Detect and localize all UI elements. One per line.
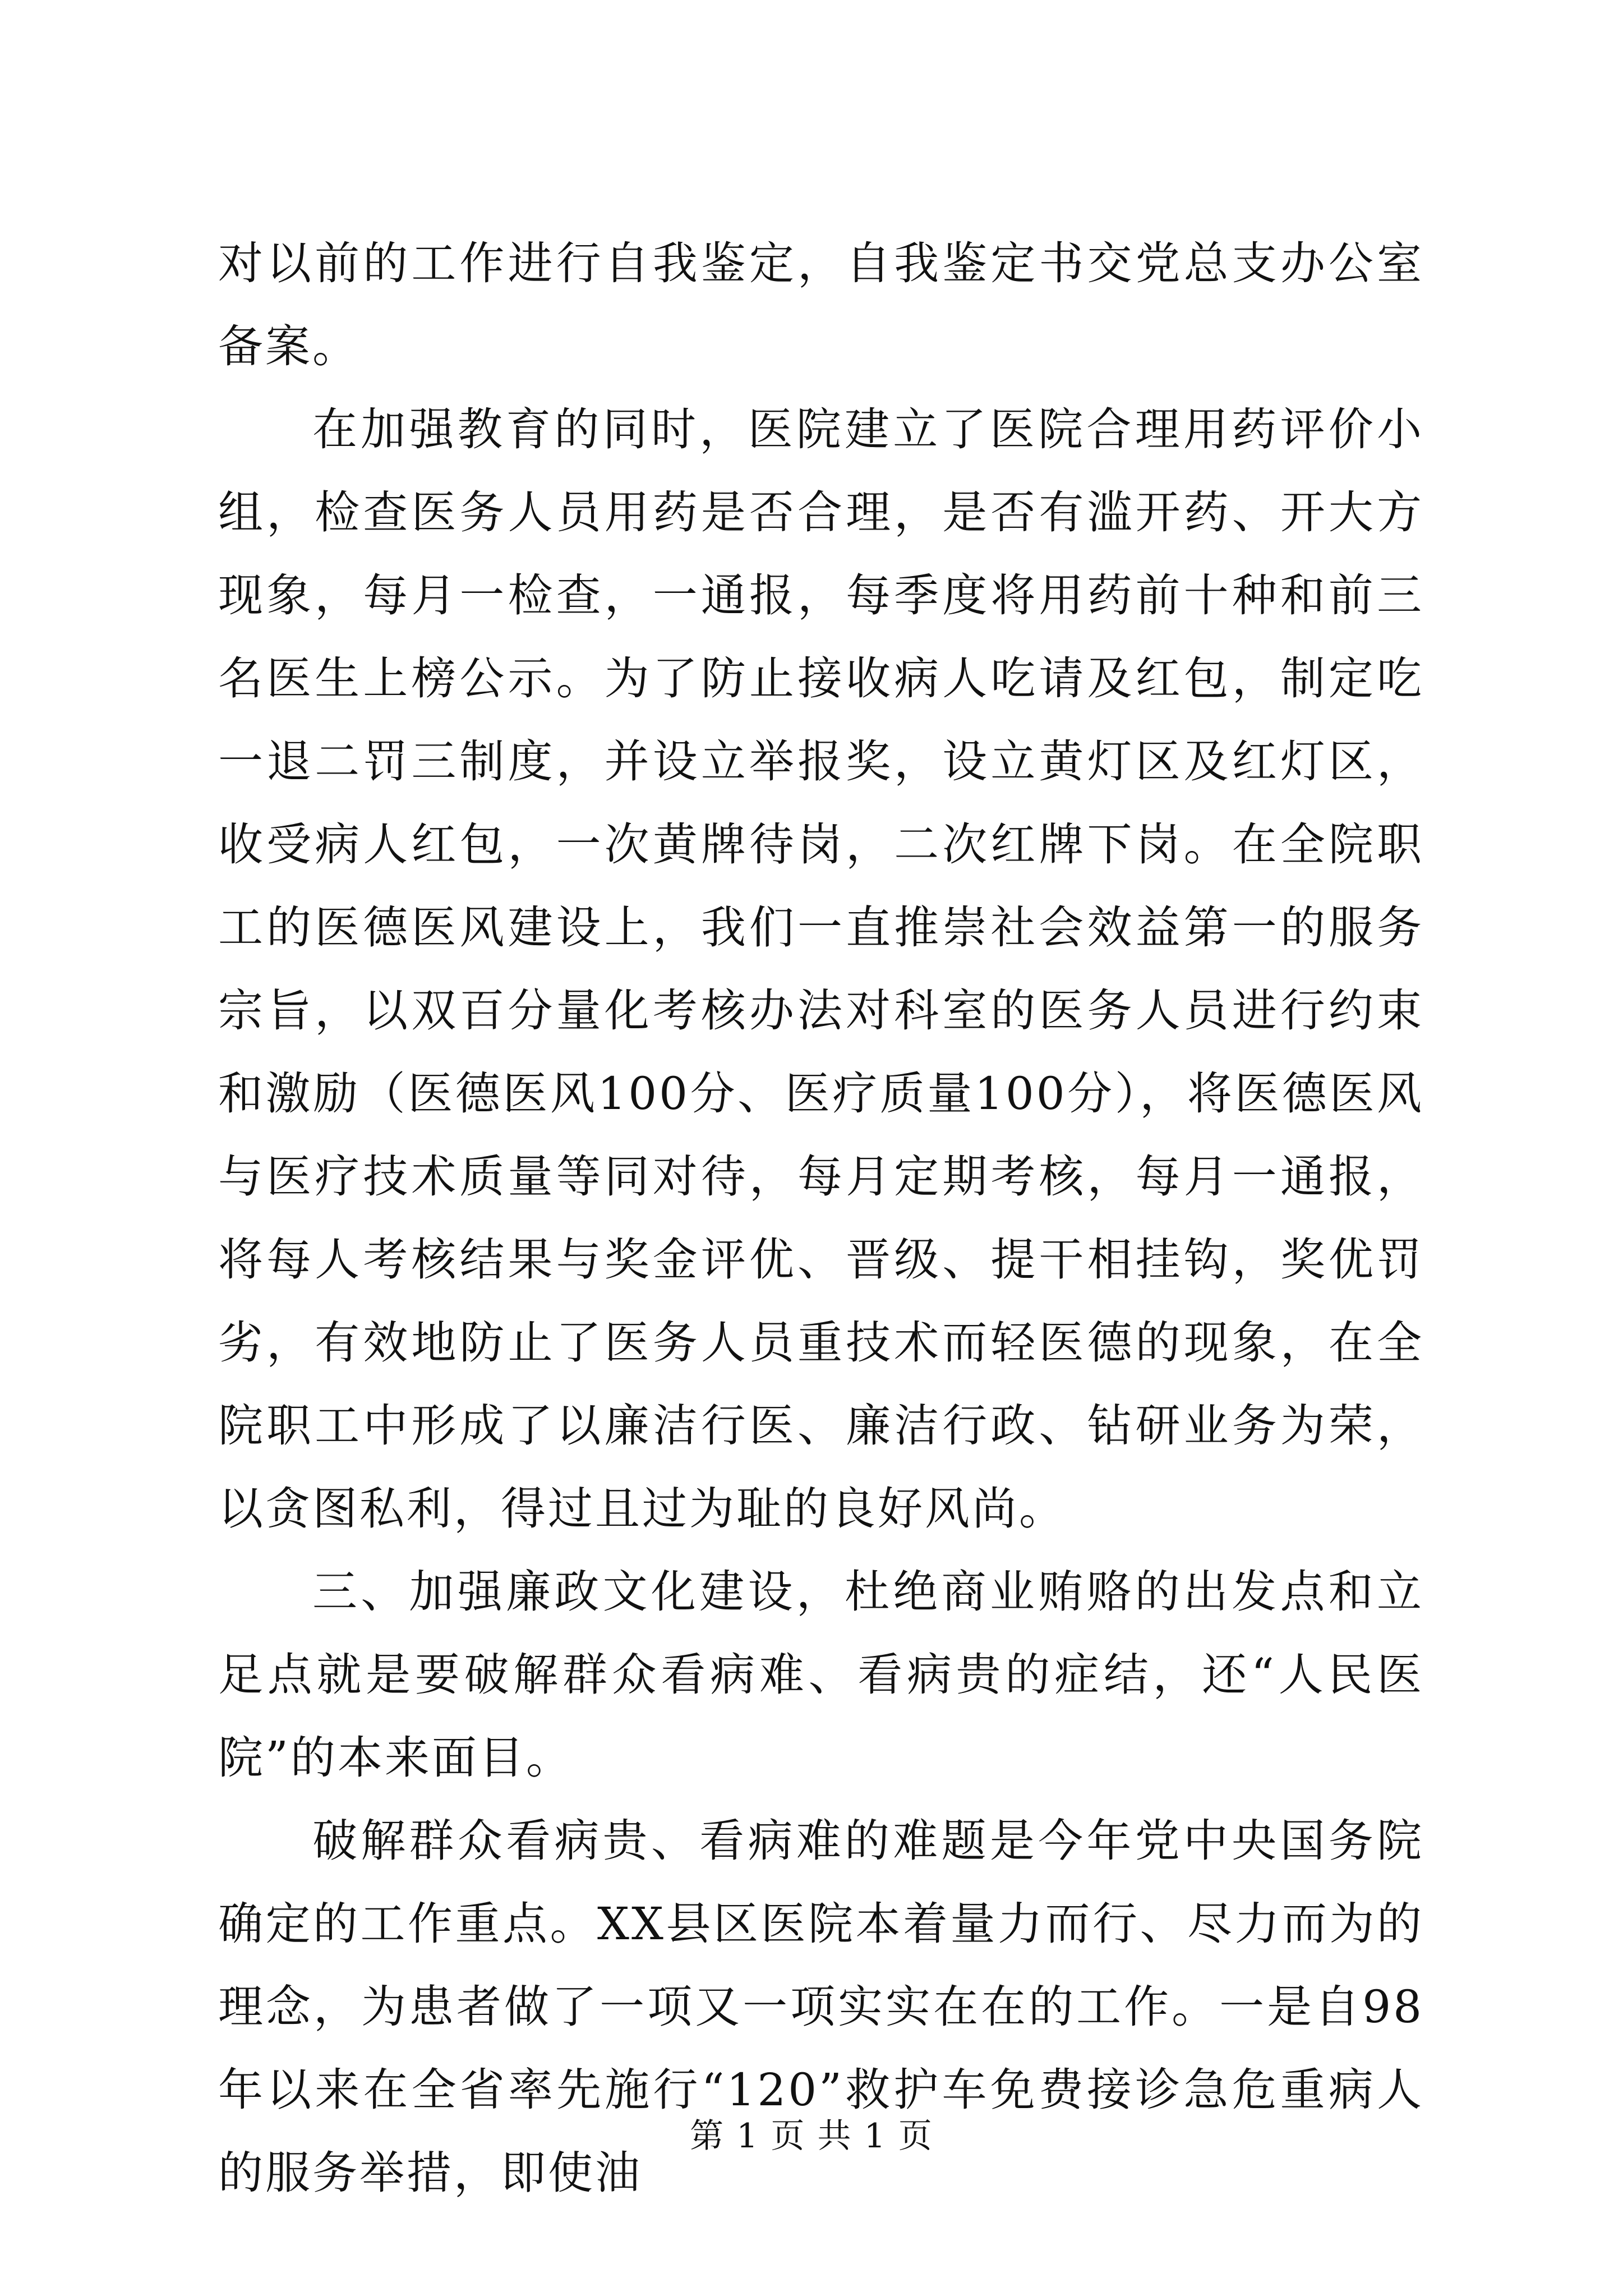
document-body (218, 222, 1424, 2215)
paragraph-1: 对以前的工作进行自我鉴定，自我鉴定书交党总支办公室备案。 (218, 237, 1424, 372)
paragraph-4: 破解群众看病贵、看病难的难题是今年党中央国务院确定的工作重点。XX县区医院本着量力而行、尽力而为的理念，为患者做了一项又一项实实在在的工作。一是自98年以来在全省率先施行“120”救护车免费接诊急危重病人的服务举措，即使油 (218, 1815, 1424, 2199)
paragraph-3: 三、加强廉政文化建设，杜绝商业贿赂的出发点和立足点就是要破解群众看病难、看病贵的症结，还“人民医院”的本来面目。 (218, 1566, 1424, 1784)
paragraph-2: 在加强教育的同时，医院建立了医院合理用药评价小组，检查医务人员用药是否合理，是否有滥开药、开大方现象，每月一检查，一通报，每季度将用药前十种和前三名医生上榜公示。为了防止接收病人吃请及红包，制定吃一退二罚三制度，并设立举报奖，设立黄灯区及红灯区，收受病人红包，一次黄牌待岗，二次红牌下岗。在全院职工的医德医风建设上，我们一直推崇社会效益第一的服务宗旨，以双百分量化考核办法对科室的医务人员进行约束和激励（医德医风100分、医疗质量100分），将医德医风与医疗技术质量等同对待，每月定期考核，每月一通报，将每人考核结果与奖金评优、晋级、提干相挂钩，奖优罚劣，有效地防止了医务人员重技术而轻医德的现象，在全院职工中形成了以廉洁行医、廉洁行政、钻研业务为荣，以贪图私利，得过且过为耻的良好风尚。 (218, 403, 1424, 1535)
page-footer: 第 1 页 共 1 页 (690, 2116, 933, 2156)
